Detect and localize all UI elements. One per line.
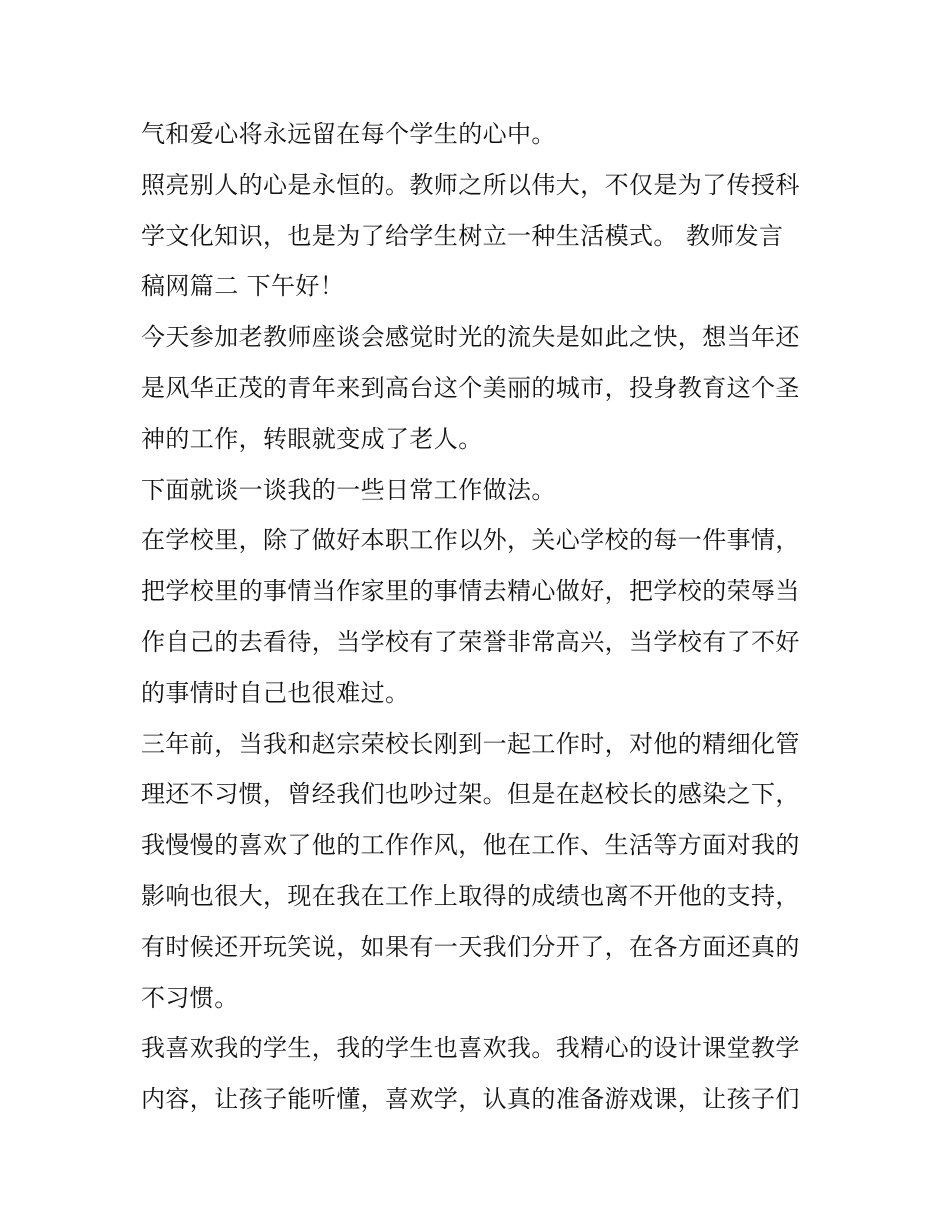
text-line: 把学校里的事情当作家里的事情去精心做好，把学校的荣辱当 xyxy=(141,577,800,606)
text-line: 内容，让孩子能听懂，喜欢学，认真的准备游戏课，让孩子们 xyxy=(141,1085,800,1114)
text-line: 作自己的去看待，当学校有了荣誉非常高兴，当学校有了不好 xyxy=(141,627,800,656)
text-line: 三年前，当我和赵宗荣校长刚到一起工作时，对他的精细化管 xyxy=(141,729,800,758)
text-line: 在学校里，除了做好本职工作以外，关心学校的每一件事情， xyxy=(141,526,800,555)
text-line: 有时候还开玩笑说，如果有一天我们分开了，在各方面还真的 xyxy=(141,932,800,961)
text-line: 今天参加老教师座谈会感觉时光的流失是如此之快，想当年还 xyxy=(141,323,800,352)
text-line: 神的工作，转眼就变成了老人。 xyxy=(141,424,483,453)
text-line: 照亮别人的心是永恒的。教师之所以伟大，不仅是为了传授科 xyxy=(141,170,800,199)
text-line: 的事情时自己也很难过。 xyxy=(141,678,410,707)
document-body xyxy=(141,109,821,1125)
text-line: 下面就谈一谈我的一些日常工作做法。 xyxy=(141,475,556,504)
text-line: 不习惯。 xyxy=(141,983,239,1012)
text-line: 我喜欢我的学生，我的学生也喜欢我。我精心的设计课堂教学 xyxy=(141,1034,800,1063)
text-line: 学文化知识，也是为了给学生树立一种生活模式。 教师发言 xyxy=(141,221,784,250)
text-line: 是风华正茂的青年来到高台这个美丽的城市，投身教育这个圣 xyxy=(141,373,800,402)
text-line: 气和爱心将永远留在每个学生的心中。 xyxy=(141,120,556,148)
text-line: 我慢慢的喜欢了他的工作作风，他在工作、生活等方面对我的 xyxy=(141,831,800,860)
text-line: 理还不习惯，曾经我们也吵过架。但是在赵校长的感染之下， xyxy=(141,780,800,809)
text-line: 稿网篇二 下午好！ xyxy=(141,272,345,301)
text-line: 影响也很大，现在我在工作上取得的成绩也离不开他的支持， xyxy=(141,881,800,910)
